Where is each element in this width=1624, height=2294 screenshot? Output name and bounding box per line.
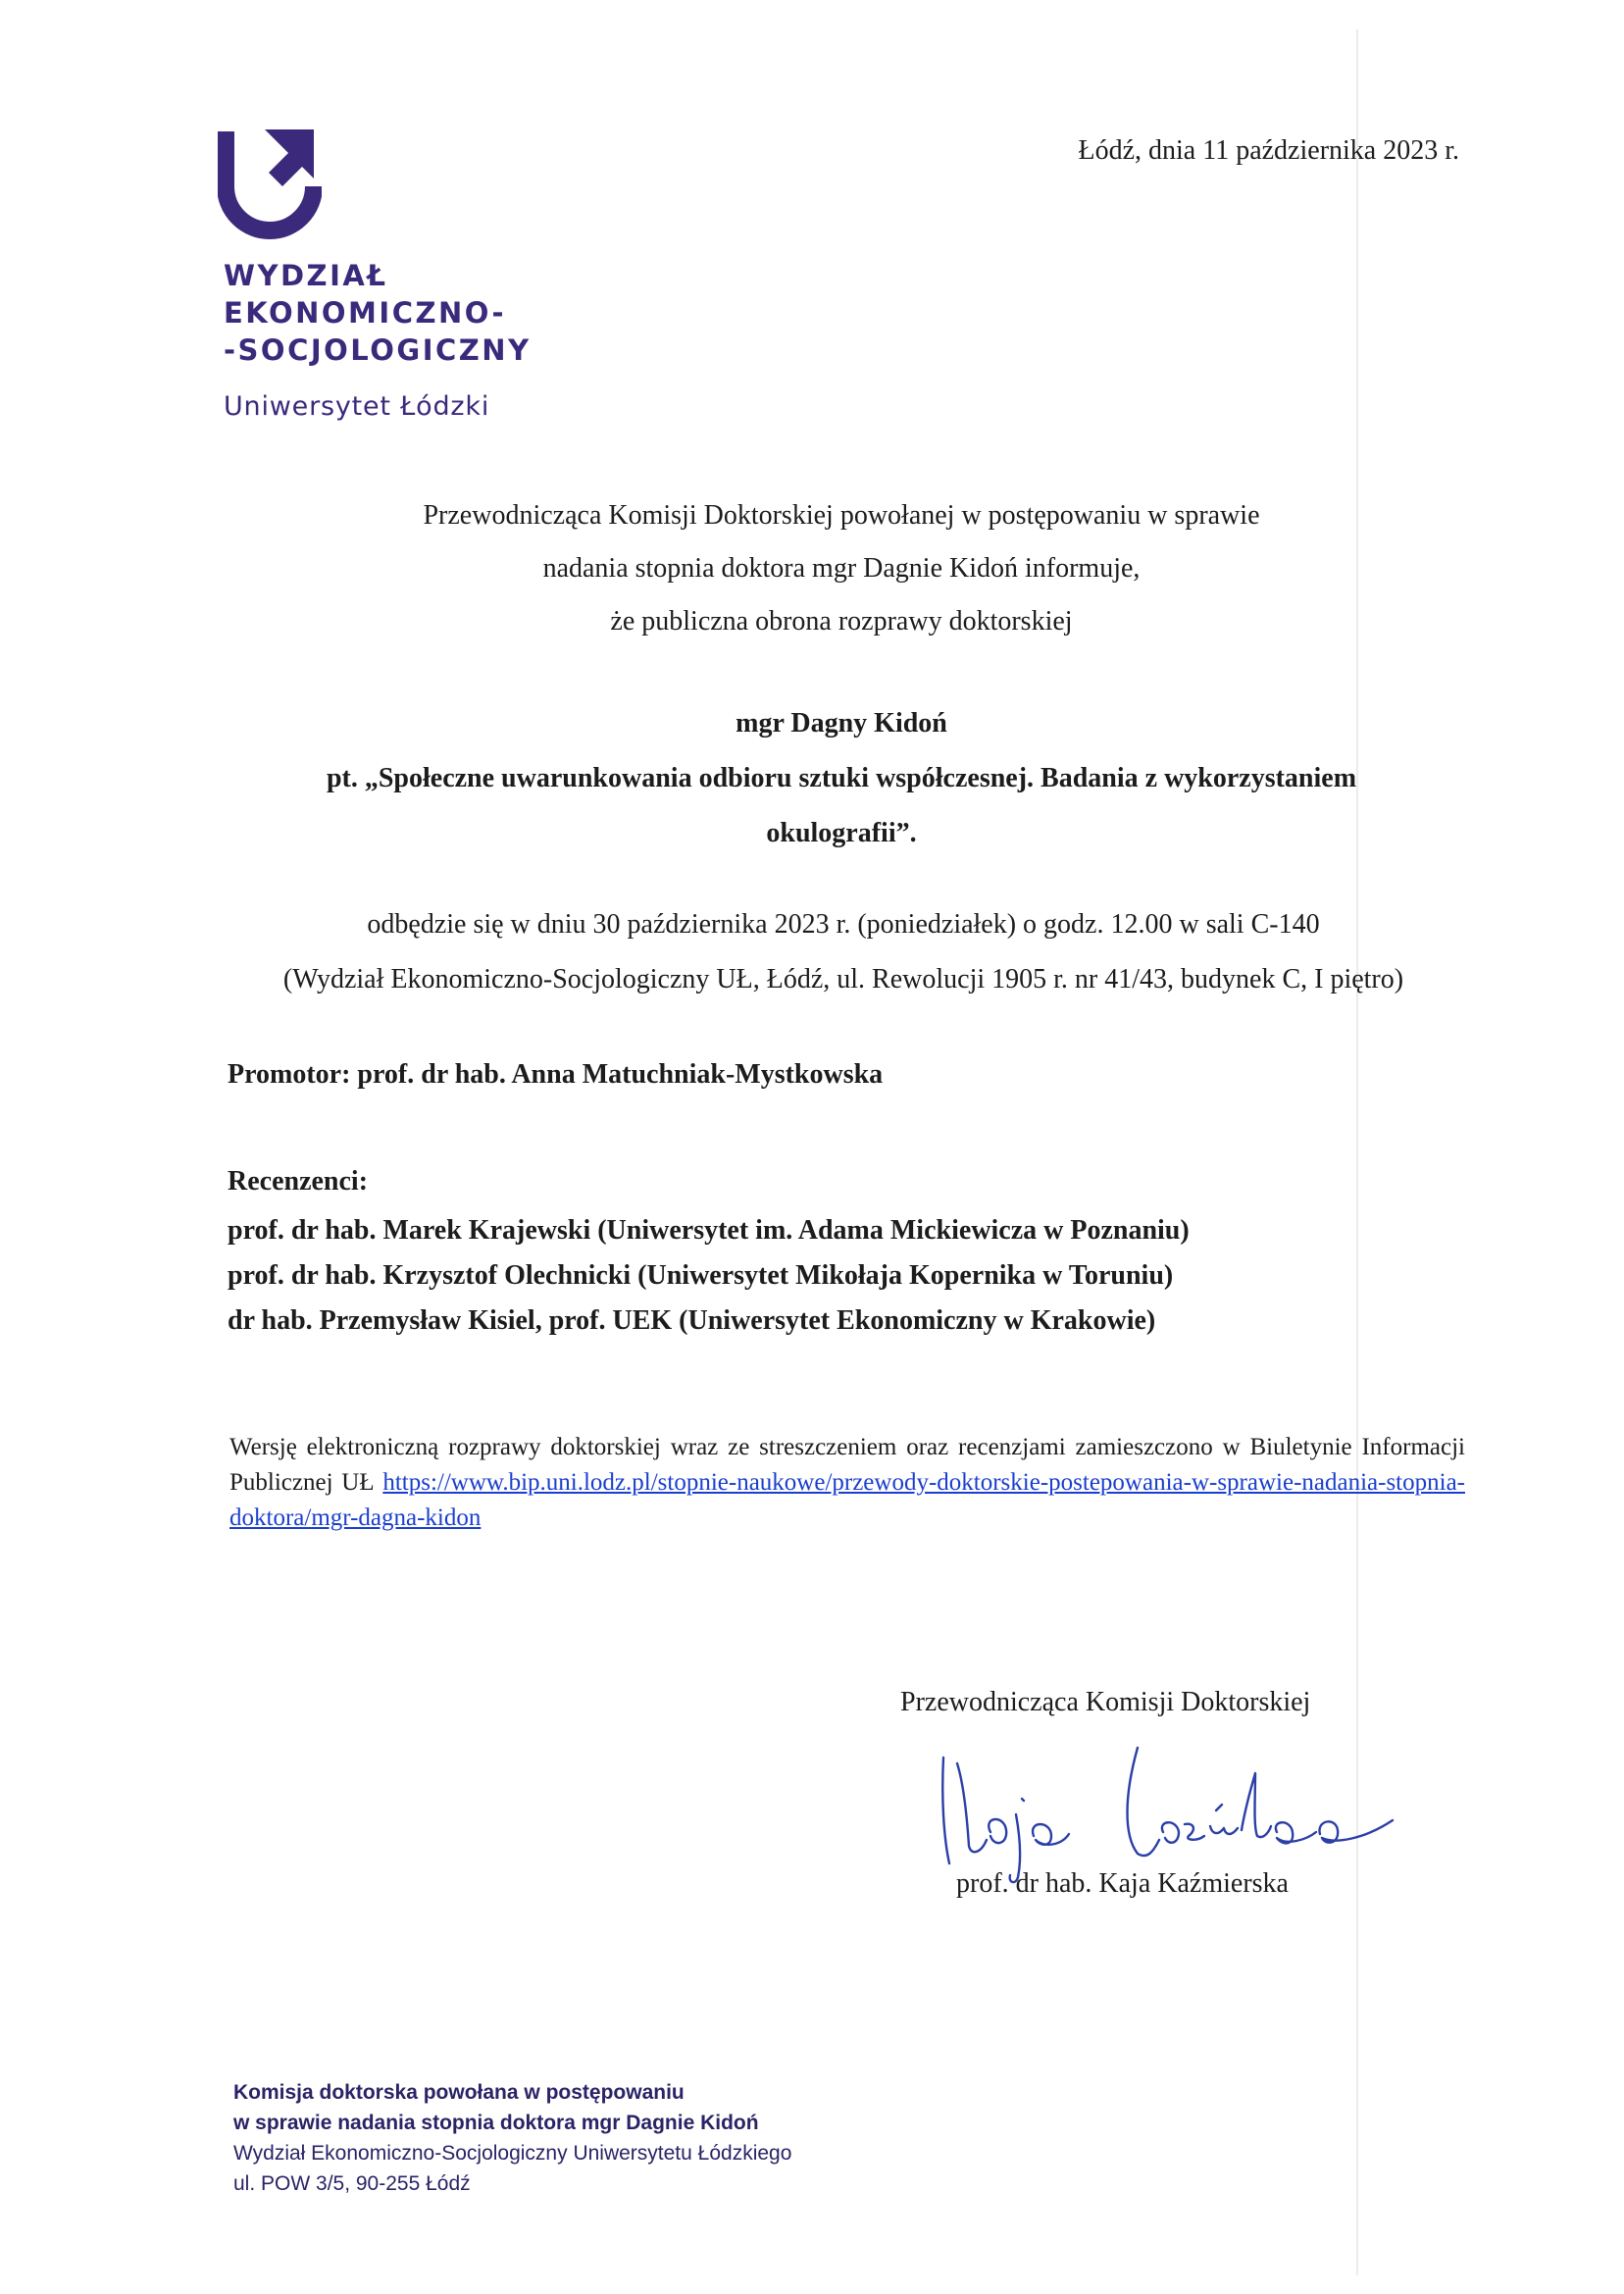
thesis-block (226, 696, 1457, 861)
thesis-title-line-2: okulografii”. (766, 818, 917, 848)
document-date: Łódź, dnia 11 października 2023 r. (1078, 135, 1459, 166)
reviewer-item: prof. dr hab. Krzysztof Olechnicki (Uniwersytet Mikołaja Kopernika w Toruniu) (228, 1260, 1174, 1291)
footer-address (233, 2077, 791, 2199)
faculty-line-2: EKONOMICZNO- (224, 296, 507, 330)
reviewers-heading: Recenzenci: (228, 1166, 369, 1197)
handwritten-signature-icon (932, 1738, 1422, 1885)
note-text: Wersję elektroniczną rozprawy doktorskiej wraz ze streszczeniem oraz recenzjami zamieszczono w Biuletynie Informacji Publicznej UŁ (229, 1434, 1465, 1496)
faculty-line-1: WYDZIAŁ (224, 259, 388, 292)
signatory-name: prof. dr hab. Kaja Kaźmierska (956, 1868, 1289, 1899)
venue-block (228, 897, 1459, 1007)
candidate-name: mgr Dagny Kidoń (736, 708, 947, 739)
footer-line-1: Komisja doktorska powołana w postępowaniu (233, 2081, 685, 2104)
thesis-title-line-1: pt. „Społeczne uwarunkowania odbioru sztuki współczesnej. Badania z wykorzystaniem (326, 763, 1357, 793)
scan-edge-line (1356, 29, 1358, 2275)
electronic-version-note (229, 1430, 1465, 1536)
intro-line-3: że publiczna obrona rozprawy doktorskiej (610, 606, 1073, 637)
footer-line-3: Wydział Ekonomiczno-Socjologiczny Uniwersytetu Łódzkiego (233, 2142, 792, 2165)
signature-title: Przewodnicząca Komisji Doktorskiej (900, 1687, 1311, 1717)
venue-line-2: (Wydział Ekonomiczno-Socjologiczny UŁ, Łódź, ul. Rewolucji 1905 r. nr 41/43, budynek C, I piętro) (282, 964, 1404, 994)
intro-paragraph (226, 489, 1457, 648)
venue-line-1: odbędzie się w dniu 30 października 2023 r. (poniedziałek) o godz. 12.00 w sali C-140 (367, 909, 1320, 940)
footer-line-4: ul. POW 3/5, 90-255 Łódź (233, 2172, 471, 2195)
footer-line-2: w sprawie nadania stopnia doktora mgr Dagnie Kidoń (233, 2112, 759, 2134)
reviewer-item: prof. dr hab. Marek Krajewski (Uniwersytet im. Adama Mickiewicza w Poznaniu) (228, 1215, 1190, 1246)
promotor: Promotor: prof. dr hab. Anna Matuchniak-Mystkowska (228, 1059, 884, 1090)
bip-link[interactable]: https://www.bip.uni.lodz.pl/stopnie-naukowe/przewody-doktorskie-postepowania-w-sprawie-nadania-stopnia-doktora/mgr-dagna-kidon (229, 1469, 1465, 1531)
university-name: Uniwersytet Łódzki (224, 391, 490, 422)
faculty-line-3: -SOCJOLOGICZNY (224, 333, 532, 367)
faculty-name (224, 257, 532, 369)
intro-line-2: nadania stopnia doktora mgr Dagnie Kidoń informuje, (542, 553, 1141, 584)
university-logo-icon (218, 122, 322, 241)
intro-line-1: Przewodnicząca Komisji Doktorskiej powołanej w postępowaniu w sprawie (423, 500, 1260, 531)
reviewers-list (228, 1159, 1190, 1344)
reviewer-item: dr hab. Przemysław Kisiel, prof. UEK (Uniwersytet Ekonomiczny w Krakowie) (228, 1305, 1156, 1336)
